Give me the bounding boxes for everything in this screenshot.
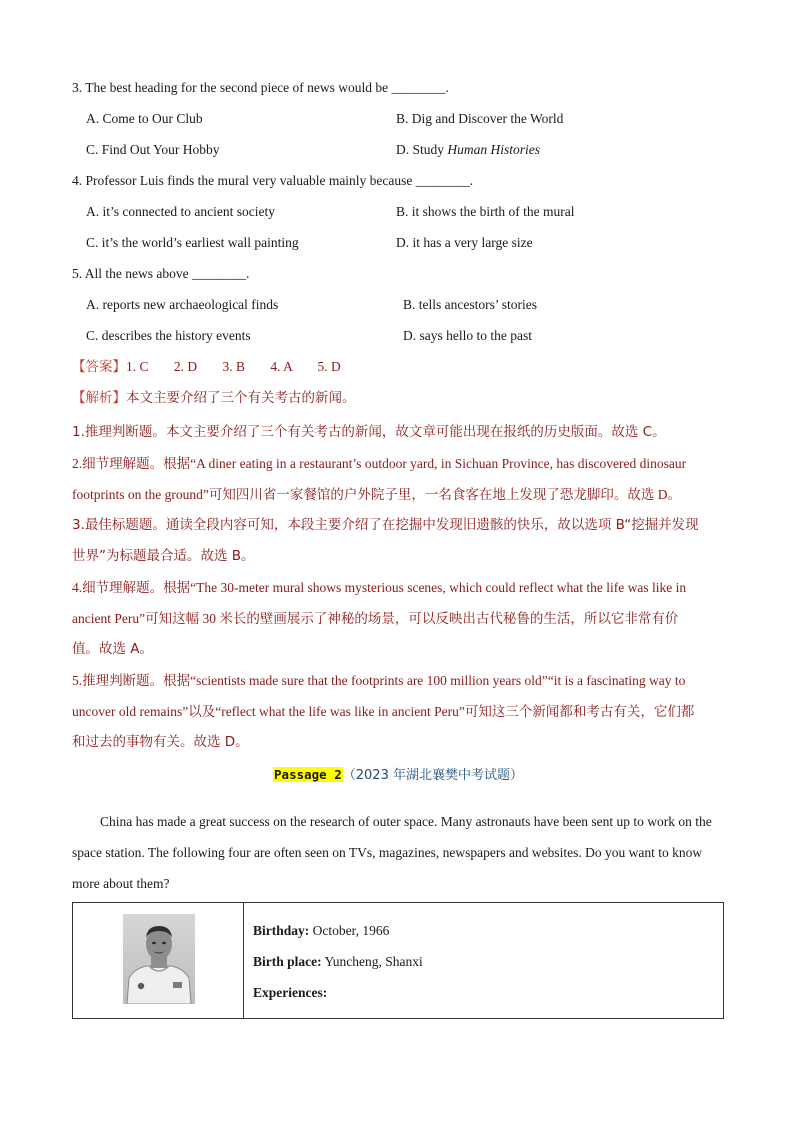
answer-value: 5. D (317, 359, 341, 374)
analysis-summary: 本文主要介绍了三个有关考古的新闻。 (126, 390, 356, 406)
option: A. it’s connected to ancient society (86, 204, 275, 219)
answer-label: 【答案】 (72, 359, 126, 375)
option-d-italic: Human Histories (447, 142, 541, 157)
analysis-line: 3.最佳标题题。通读全段内容可知，本段主要介绍了在挖掘中发现旧遗骸的快乐，故以选项 B“挖掘并发现 (72, 517, 699, 533)
option: B. it shows the birth of the mural (396, 204, 575, 219)
question-4-options-row-1 (72, 200, 724, 231)
analysis-line: 世界”为标题最合适。故选 B。 (72, 548, 255, 564)
passage-heading (72, 762, 724, 796)
option: C. describes the history events (86, 328, 251, 343)
birthplace-row (245, 946, 722, 977)
birthday-label: Birthday: (253, 923, 310, 938)
question-4-options-row-2 (72, 231, 724, 262)
analysis-summary-line (72, 386, 724, 417)
question-5-stem: 5. All the news above ________. (72, 266, 250, 281)
answer-line (72, 355, 724, 386)
birthplace-value: Yuncheng, Shanxi (321, 954, 423, 969)
analysis-line: 1.推理判断题。本文主要介绍了三个有关考古的新闻，故文章可能出现在报纸的历史版面。故选 C。 (72, 424, 666, 440)
analysis-line: uncover old remains”以及“reflect what the life was like in ancient Peru”可知这三个新闻都和考古有关，它们都 (72, 704, 695, 719)
experiences-row (245, 977, 722, 1008)
answer-value: 4. A (270, 359, 293, 374)
answer-value: 2. D (173, 359, 198, 374)
question-3-stem: 3. The best heading for the second piece of news would be ________. (72, 80, 449, 95)
question-3-options-row-2 (72, 138, 724, 169)
option: B. Dig and Discover the World (396, 111, 564, 126)
analysis-line: 和过去的事物有关。故选 D。 (72, 734, 249, 750)
analysis-line: footprints on the ground”可知四川省一家餐馆的户外院子里，一名食客在地上发现了恐龙脚印。故选 D。 (72, 487, 681, 502)
answer-value: 3. B (222, 359, 246, 374)
birthplace-label: Birth place: (253, 954, 322, 969)
option: D. it has a very large size (396, 235, 533, 250)
question-4-stem: 4. Professor Luis finds the mural very valuable mainly because ________. (72, 173, 474, 188)
experiences-label: Experiences: (253, 985, 328, 1000)
info-cell (244, 903, 724, 1019)
passage-source: （2023 年湖北襄樊中考试题） (342, 768, 523, 783)
table-row (73, 903, 724, 1019)
astronaut-table (72, 902, 724, 1019)
option-d-prefix: D. Study (396, 142, 448, 157)
analysis-label: 【解析】 (72, 390, 126, 406)
question-5-options-row-2 (72, 324, 724, 355)
birthday-value: October, 1966 (309, 923, 390, 938)
option: D. says hello to the past (403, 328, 532, 343)
analysis-line: 4.细节理解题。根据“The 30-meter mural shows mysterious scenes, which could reflect what the life was like in (72, 580, 687, 595)
question-5-options-row-1 (72, 293, 724, 324)
analysis-line: ancient Peru”可知这幅 30 米长的壁画展示了神秘的场景，可以反映出古代秘鲁的生活，所以它非常有价 (72, 611, 679, 626)
option: B. tells ancestors’ stories (403, 297, 537, 312)
passage-intro: China has made a great success on the research of outer space. Many astronauts have been sent up to work on the space station. The following four are often seen on TVs, magazines, newspapers and websites. Do you want to know more about them? (72, 814, 712, 891)
photo-cell (73, 903, 244, 1019)
answer-value: 1. C (126, 359, 149, 374)
astronaut-portrait-image (123, 914, 195, 1004)
document-page (72, 76, 724, 1019)
analysis-line: 值。故选 A。 (72, 641, 154, 657)
analysis-line: 5.推理判断题。根据“scientists made sure that the footprints are 100 million years old”“it is a fascinating way to (72, 673, 686, 688)
option: C. it’s the world’s earliest wall painting (86, 235, 299, 250)
passage-title: Passage 2 (274, 767, 342, 782)
question-3-options-row-1 (72, 107, 724, 138)
option-d (396, 138, 706, 169)
astronaut-photo (123, 914, 195, 1004)
option: C. Find Out Your Hobby (86, 142, 220, 157)
option: A. Come to Our Club (86, 111, 203, 126)
birthday-row (245, 915, 722, 946)
analysis-line: 2.细节理解题。根据“A diner eating in a restaurant’s outdoor yard, in Sichuan Province, has discovered dinosaur (72, 456, 687, 471)
option: A. reports new archaeological finds (86, 297, 279, 312)
